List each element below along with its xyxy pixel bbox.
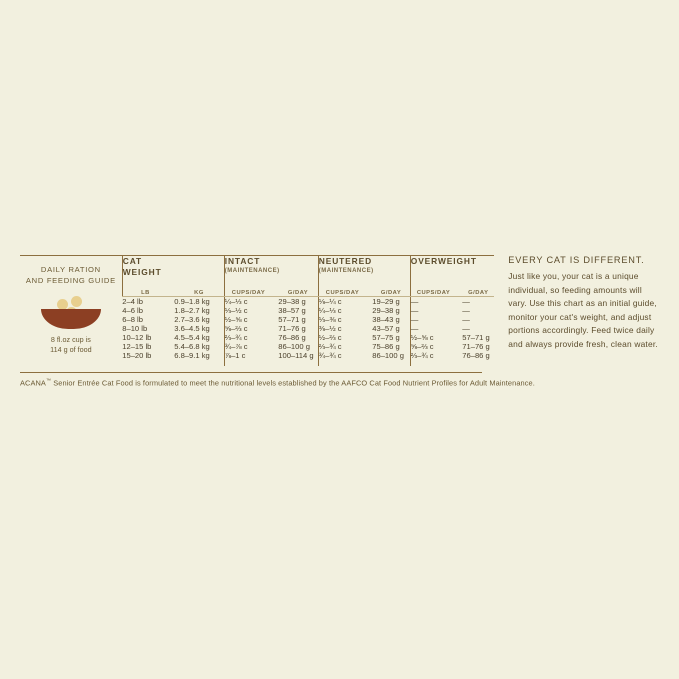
group-header-neutered	[318, 256, 410, 290]
cell-kg: 0.9–1.8 kg	[174, 296, 210, 306]
cell-neutered-cups: ⅔–¾ c	[318, 342, 366, 351]
cell-intact-grams: 29–38 g	[278, 296, 306, 306]
cell-neutered-cups: ¾–¾ c	[318, 351, 366, 366]
subheader-lb: LB	[122, 290, 168, 297]
cell-lb: 4–6 lb	[122, 305, 143, 315]
group-header-cat-weight	[122, 256, 224, 290]
daily-ration-title	[20, 264, 122, 286]
cell-overweight-cups: —	[410, 306, 456, 315]
feeding-table-body	[122, 296, 494, 366]
cell-overweight-cups: —	[410, 296, 456, 306]
table-row	[122, 306, 494, 315]
subheader-intact-grams: G/DAY	[272, 290, 318, 297]
feeding-guide-row	[20, 255, 660, 366]
cup-note-line2: 114 g of food	[50, 345, 92, 354]
copy-body: Just like you, your cat is a unique individual, so feeding amounts will vary. Use this chart as an initial guide, monitor your cat's weight, and adjust portions accordingly. Feed twice daily and always provide fresh, clean water.	[508, 271, 658, 349]
cell-intact-cups: ⅔–¾ c	[224, 333, 272, 342]
cell-lb: 2–4 lb	[122, 296, 143, 306]
cell-intact-cups: ¼–⅓ c	[224, 296, 272, 306]
subheader-overweight-cups: CUPS/DAY	[410, 290, 456, 297]
cell-intact-grams: 76–86 g	[278, 332, 306, 342]
brand-name: ACANA	[20, 377, 46, 387]
cell-overweight-cups: ½–⅝ c	[410, 333, 456, 342]
subheader-neutered-cups: CUPS/DAY	[318, 290, 366, 297]
cell-overweight-grams: —	[462, 314, 470, 324]
cell-neutered-grams: 75–86 g	[372, 341, 400, 351]
group-name: NEUTERED	[318, 256, 373, 266]
cell-intact-grams: 100–114 g	[278, 350, 314, 360]
cell-overweight-grams: —	[462, 296, 470, 306]
cell-lb: 8–10 lb	[122, 323, 148, 333]
daily-ration-column	[20, 255, 122, 366]
feeding-table-column	[122, 255, 495, 366]
cell-intact-cups: ½–⅝ c	[224, 315, 272, 324]
group-subtitle: (MAINTENANCE)	[318, 268, 374, 274]
cell-intact-grams: 38–57 g	[278, 305, 306, 315]
trademark-mark: ™	[45, 377, 52, 384]
group-subtitle: (MAINTENANCE)	[224, 268, 280, 274]
group-header-intact	[224, 256, 318, 290]
cell-intact-grams: 71–76 g	[278, 323, 306, 333]
table-row	[122, 333, 494, 342]
cup-note	[20, 335, 122, 355]
cell-neutered-grams: 57–75 g	[372, 332, 400, 342]
table-row	[122, 296, 494, 306]
subheader-overweight-grams: G/DAY	[456, 290, 494, 297]
cell-overweight-cups: ⅔–¾ c	[410, 351, 456, 366]
cell-neutered-grams: 43–57 g	[372, 323, 400, 333]
cell-neutered-cups: ¼–⅓ c	[318, 306, 366, 315]
food-bowl-icon	[41, 295, 101, 329]
group-header-overweight	[410, 256, 494, 290]
cell-intact-grams: 86–100 g	[278, 341, 310, 351]
kibble-icon	[71, 296, 82, 307]
cell-kg: 3.6–4.5 kg	[174, 323, 210, 333]
cell-lb: 6–8 lb	[122, 314, 143, 324]
cell-neutered-grams: 38–43 g	[372, 314, 400, 324]
table-row	[122, 324, 494, 333]
cell-intact-cups: ⅓–½ c	[224, 306, 272, 315]
cell-neutered-cups: ⅜–½ c	[318, 324, 366, 333]
cell-overweight-cups: —	[410, 315, 456, 324]
group-name: INTACT	[224, 256, 261, 266]
cell-lb: 10–12 lb	[122, 332, 152, 342]
cell-kg: 5.4–6.8 kg	[174, 341, 210, 351]
every-cat-copy-column	[494, 255, 660, 366]
feeding-guide-panel	[20, 255, 660, 387]
subheader-neutered-grams: G/DAY	[366, 290, 410, 297]
cell-intact-cups: ⅝–⅔ c	[224, 324, 272, 333]
cell-neutered-grams: 29–38 g	[372, 305, 400, 315]
group-name: CAT	[122, 256, 143, 266]
feeding-table	[122, 255, 495, 366]
table-row	[122, 315, 494, 324]
group-name: OVERWEIGHT	[410, 256, 477, 266]
cell-neutered-grams: 86–100 g	[372, 350, 404, 360]
daily-ration-title-line1: DAILY RATION	[40, 265, 101, 274]
cell-neutered-cups: ½–⅔ c	[318, 333, 366, 342]
bowl-shape	[41, 309, 101, 329]
cell-neutered-cups: ⅛–¼ c	[318, 296, 366, 306]
subheader-intact-cups: CUPS/DAY	[224, 290, 272, 297]
footnote-text: Senior Entrée Cat Food is formulated to meet the nutritional levels established by the AAFCO Cat Food Nutrient Profiles for Adult Maintenance.	[51, 377, 535, 387]
cell-kg: 4.5–5.4 kg	[174, 332, 210, 342]
cell-neutered-grams: 19–29 g	[372, 296, 400, 306]
cell-overweight-cups: —	[410, 324, 456, 333]
cell-neutered-cups: ⅓–⅜ c	[318, 315, 366, 324]
cell-kg: 2.7–3.6 kg	[174, 314, 210, 324]
cell-kg: 6.8–9.1 kg	[174, 350, 210, 360]
cell-intact-grams: 57–71 g	[278, 314, 306, 324]
aafco-footnote	[20, 373, 660, 387]
cell-overweight-grams: 71–76 g	[462, 341, 490, 351]
cell-lb: 15–20 lb	[122, 350, 152, 360]
subheader-kg: KG	[168, 290, 224, 297]
daily-ration-title-line2: AND FEEDING GUIDE	[25, 276, 116, 285]
cell-overweight-grams: —	[462, 305, 470, 315]
group-name-2: WEIGHT	[122, 267, 162, 277]
cell-overweight-grams: 57–71 g	[462, 332, 490, 342]
table-row	[122, 342, 494, 351]
cell-overweight-grams: —	[462, 323, 470, 333]
cell-kg: 1.8–2.7 kg	[174, 305, 210, 315]
table-row	[122, 351, 494, 366]
cell-overweight-grams: 76–86 g	[462, 350, 490, 360]
cup-note-line1: 8 fl.oz cup is	[50, 335, 91, 344]
cell-intact-cups: ⅞–1 c	[224, 351, 272, 366]
cell-overweight-cups: ⅝–⅔ c	[410, 342, 456, 351]
table-group-header-row	[122, 256, 494, 290]
copy-heading: EVERY CAT IS DIFFERENT.	[508, 255, 645, 265]
cell-intact-cups: ¾–⅞ c	[224, 342, 272, 351]
cell-lb: 12–15 lb	[122, 341, 152, 351]
